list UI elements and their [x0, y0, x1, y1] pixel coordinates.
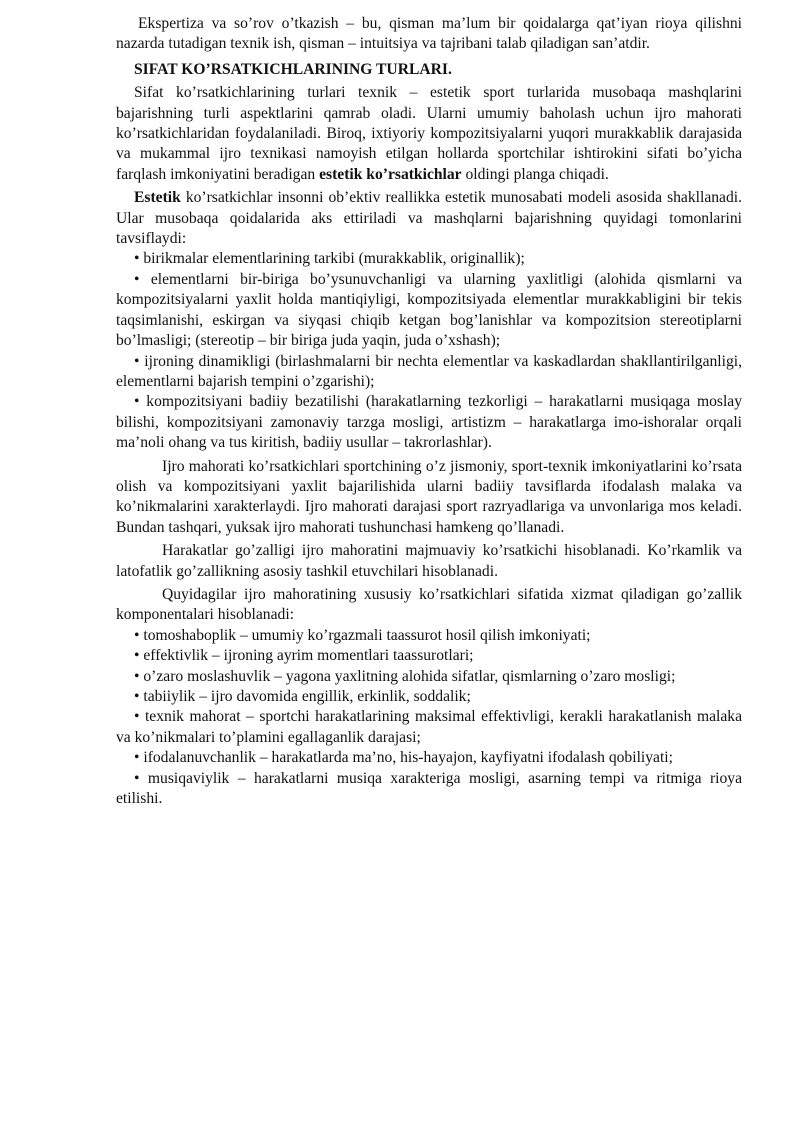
list-item: • kompozitsiyani badiiy bezatilishi (harakatlarning tezkorligi – harakatlarni musiqaga moslay bilishi, kompozitsiyani zamonaviy tarzga mosligi, artistizm – harakatlarga imo-ishoralar orqali ma’noli ohang va tus kiritish, badiiy usullar – takrorlashlar). — [116, 393, 742, 452]
list-item: • musiqaviylik – harakatlarni musiqa xarakteriga mosligi, asarning tempi va ritmiga rioya etilishi. — [116, 769, 742, 808]
list-item: • elementlarni bir-biriga bo’ysunuvchanligi va ularning yaxlitligi (alohida qismlarni va kompozitsiyalarni yaxlit holda mantiqiyligi, kompozitsiyada elementlar murakkabligini bir tekis taqsimlanishi, eskirgan va siyqasi chiqib ketgan bog’lanishlar va kompozitsion stereotiplarni bo’lmasligi; (stereotip – bir biriga juda yaqin, juda o’xshash); — [116, 270, 742, 350]
list-item: • ijroning dinamikligi (birlashmalarni bir nechta elementlar va kaskadlardan shakllantirilganligi, elementlarni bajarish tempini o’zgarishi); — [116, 352, 742, 390]
paragraph-types-bold: estetik ko’rsatkichlar — [319, 165, 462, 183]
list-item: • ifodalanuvchanlik – harakatlarda ma’no, his-hayajon, kayfiyatni ifodalash qobiliyati; — [134, 749, 673, 767]
list-item: • birikmalar elementlarining tarkibi (murakkablik, originallik); — [134, 250, 525, 268]
list-item: • effektivlik – ijroning ayrim momentlari taassurotlari; — [134, 647, 474, 665]
document-page — [116, 14, 742, 809]
list-item: • o’zaro moslashuvlik – yagona yaxlitning alohida sifatlar, qismlarning o’zaro mosligi; — [134, 667, 676, 685]
paragraph-aesthetic — [116, 188, 742, 249]
intro-paragraph: Ekspertiza va so’rov o’tkazish – bu, qisman ma’lum bir qoidalarga qat’iyan rioya qilishni nazarda tutadigan texnik ish, qisman – intuitsiya va tajribani talab qiladigan san’atdir. — [116, 15, 742, 53]
paragraph-beauty: Harakatlar go’zalligi ijro mahoratini majmuaviy ko’rsatkichi hisoblanadi. Ko’rkamlik va latofatlik go’zallikning asosiy tashkil etuvchilari hisoblanadi. — [116, 542, 742, 580]
paragraph-types-end: oldingi planga chiqadi. — [461, 165, 609, 183]
section-heading: SIFAT KO’RSATKICHLARINING TURLARI. — [134, 60, 452, 78]
list-item: • tomoshaboplik – umumiy ko’rgazmali taassurot hosil qilish imkoniyati; — [134, 626, 591, 644]
paragraph-mastery: Ijro mahorati ko’rsatkichlari sportchining o’z jismoniy, sport-texnik imkoniyatlarini ko’rsata olish va kompozitsiyani yaxlit bajarilishida ularni badiiy tavsiflarda ifodalash malaka va ko’nikmalarini xarakterlaydi. Ijro mahorati darajasi sport razryadlariga va unvonlariga mos keladi. Bundan tashqari, yuksak ijro mahorati tushunchasi hamkeng qo’llanadi. — [116, 457, 742, 536]
list-item: • tabiiylik – ijro davomida engillik, erkinlik, soddalik; — [134, 688, 471, 705]
paragraph-aesthetic-bold: Estetik — [134, 189, 181, 207]
paragraph-types-text: Sifat ko’rsatkichlarining turlari texnik – estetik sport turlarida musobaqa mashqlarini bajarishning turli aspektlarini qamrab oladi. Ularni umumiy baholash uchun ijro mahorati ko’rsatkichlaridan foydalaniladi. Biroq, ixtiyoriy kompozitsiyalarni yuqori murakkablik darajasida va mukammal ijro texnikasi namoyish etilgan hollarda sportchilar ishtirokini sifati bo’yicha farqlash imkoniyatini beradigan — [116, 84, 742, 183]
paragraph-aesthetic-text: ko’rsatkichlar insonni ob’ektiv reallikka estetik munosabati modeli asosida shakllanadi. Ular musobaqa qoidalarida aks ettiriladi va mashqlarni bajarishning quyidagi tomonlarini tavsiflaydi: — [116, 189, 742, 248]
paragraph-components: Quyidagilar ijro mahoratining xususiy ko’rsatkichlari sifatida xizmat qiladigan go’zallik komponentalari hisoblanadi: — [116, 585, 742, 624]
list-item: • texnik mahorat – sportchi harakatlarining maksimal effektivligi, kerakli harakatlanish malaka va ko’nikmalari to’plamini egallaganlik darajasi; — [116, 708, 742, 746]
paragraph-types — [116, 83, 742, 185]
